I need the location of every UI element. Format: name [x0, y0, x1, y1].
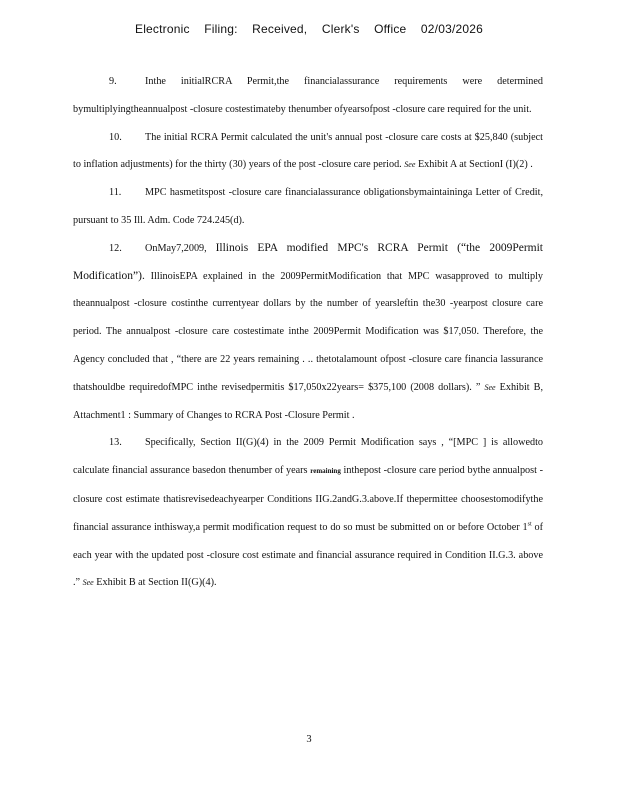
paragraph-emphasis: Illinois EPA modified MPC's RCRA Permit (“the 2009Permit Modification”). — [73, 241, 543, 282]
paragraph-number: 10. — [109, 131, 122, 143]
paragraph-12 — [73, 235, 543, 430]
see-signal: See — [404, 160, 416, 170]
paragraph-number: 11. — [109, 187, 122, 199]
paragraph-11 — [73, 179, 543, 235]
paragraph-text: The initial RCRA Permit calculated the unit's annual post -closure care costs at $25,840 (subject to inflation adjustments) for the thirty (30) years of the post -closure care period. — [73, 131, 543, 171]
paragraph-text: MPC hasmetitspost -closure care financialassurance obligationsbymaintaininga Letter of Credit, pursuant to 35 Ill. Adm. Code 724.245(d). — [73, 187, 543, 226]
paragraph-text: IllinoisEPA explained in the 2009PermitModification that MPC wasapproved to multiply theannualpost -closure costinthe currentyear dollars by the number of yearsleftin the30 -yearpost closure care period. The annualpost -closure care costestimate inthe 2009Permit Modification was $17,050. Therefore, the Agency concluded that , “there are 22 years remaining . .. thetotalamount ofpost -closure care financia lassurance thatshouldbe requiredofMPC inthe revisedpermitis $17,050x22years= $375,100 (2008 dollars). ” — [73, 270, 544, 393]
see-signal: See — [484, 382, 496, 392]
citation-text: Exhibit B at Section II(G)(4). — [96, 577, 217, 589]
paragraph-text-end: of each year with the updated post -closure cost estimate and financial assurance required in Condition II.G.3. above .” — [73, 521, 544, 589]
paragraph-lead: OnMay7,2009, — [145, 242, 207, 254]
citation-text: Exhibit A at SectionI (I)(2) . — [417, 159, 533, 171]
document-body — [73, 68, 543, 597]
remaining-word: remaining — [310, 467, 341, 476]
page-number: 3 — [306, 734, 312, 745]
paragraph-13 — [73, 429, 543, 597]
paragraph-text: Inthe initialRCRA Permit,the financialassurance requirements were determined bymultiplyingtheannualpost -closure costestimateby thenumber ofyearsofpost -closure care required for the unit. — [73, 76, 543, 115]
filing-header: Electronic Filing: Received, Clerk's Office 02/03/2026 — [134, 22, 483, 36]
paragraph-9 — [73, 68, 543, 124]
ordinal-suffix: st — [527, 521, 532, 528]
see-signal: See — [82, 578, 94, 588]
paragraph-number: 13. — [109, 437, 122, 449]
citation-text: Exhibit B, Attachment1 : Summary of Changes to RCRA Post -Closure Permit . — [73, 381, 544, 421]
paragraph-number: 9. — [109, 76, 117, 87]
paragraph-10 — [73, 124, 543, 180]
paragraph-text-continued: inthepost -closure care period bythe annualpost - closure cost estimate thatisrevisedeachyearper Conditions IIG.2andG.3.above.If thepermittee choosestomodifythe financial assurance inthisway,a permit modification request to do so must be submitted on or before October 1 — [73, 465, 544, 533]
paragraph-number: 12. — [109, 242, 122, 254]
paragraph-text: Specifically, Section II(G)(4) in the 2009 Permit Modification says , “[MPC ] is allowedto calculate financial assurance basedon thenumber of years — [73, 437, 543, 477]
